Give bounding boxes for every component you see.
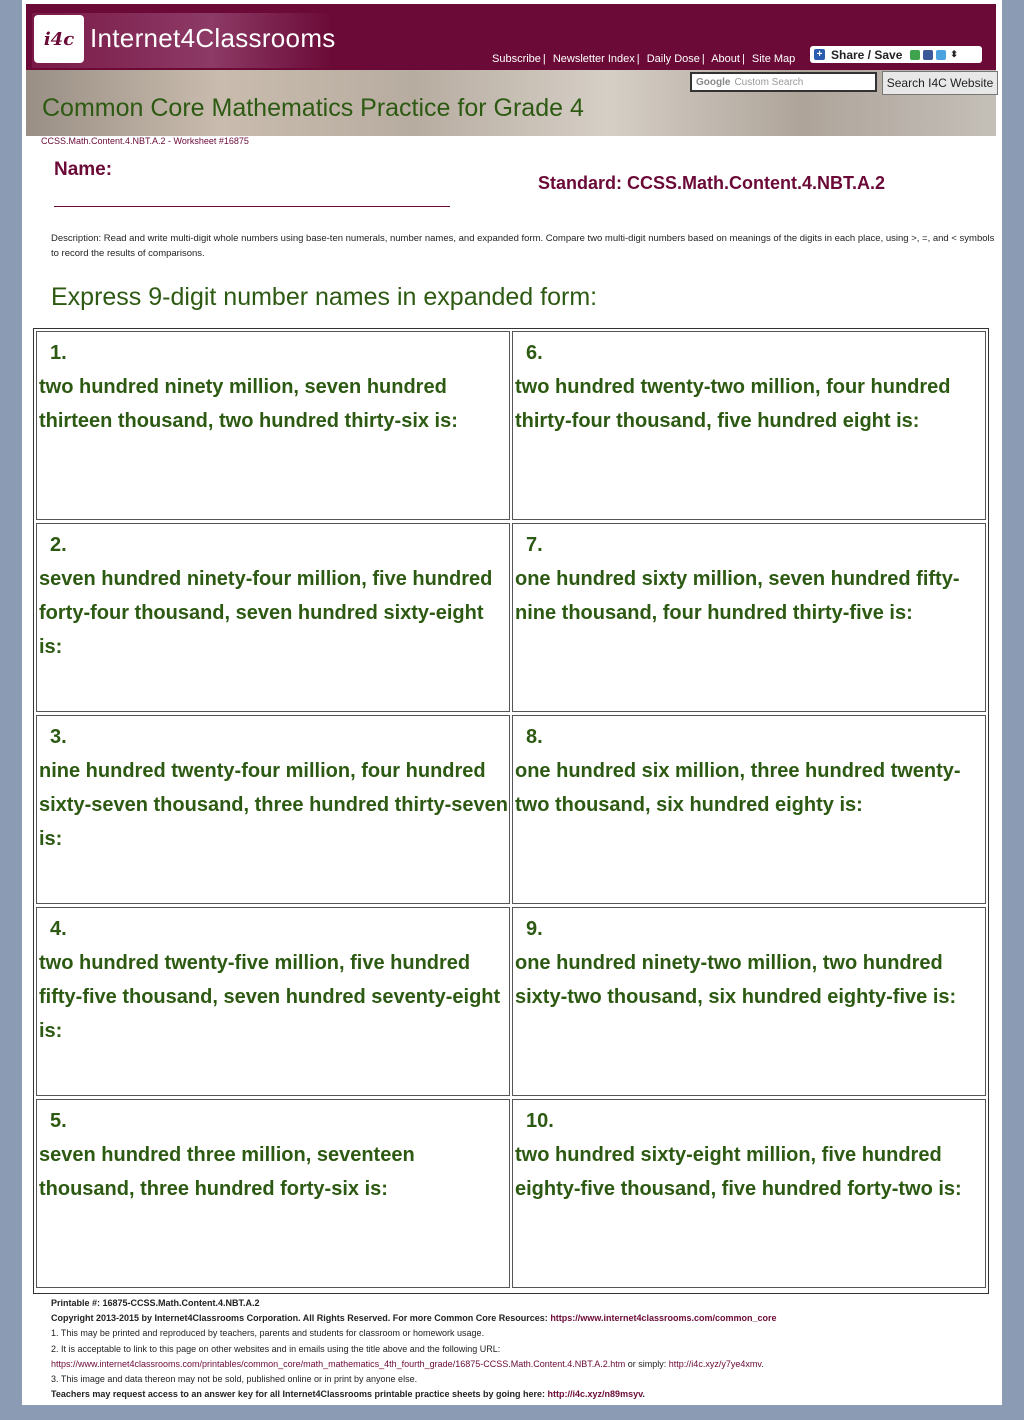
or-simply: or simply:	[625, 1358, 669, 1369]
question-number: 3.	[50, 726, 67, 748]
question-cell	[36, 1099, 510, 1288]
top-nav: Subscribe | Newsletter Index | Daily Dose | About | Site Map	[492, 53, 796, 65]
question-cell	[36, 907, 510, 1096]
copyright-text: Copyright 2013-2015 by Internet4Classrooms Corporation. All Rights Reserved. For more Common Core Resources:	[51, 1313, 548, 1324]
question-number: 4.	[50, 918, 67, 940]
question-number: 1.	[50, 342, 67, 364]
share-save-button[interactable]	[810, 46, 982, 63]
question-number: 7.	[526, 534, 543, 556]
nav-about[interactable]: About	[711, 53, 740, 65]
printable-number: Printable #: 16875-CCSS.Math.Content.4.NBT.A.2	[51, 1298, 260, 1308]
nav-daily-dose[interactable]: Daily Dose	[646, 53, 700, 65]
twitter-icon	[936, 50, 946, 60]
share-email-icon	[910, 50, 920, 60]
note-3: 3. This image and data thereon may not be sold, published online or in print by anyone else.	[51, 1374, 418, 1385]
plus-icon: +	[814, 49, 825, 60]
instructions: Express 9-digit number names in expanded form:	[51, 283, 598, 311]
name-label: Name:	[54, 159, 113, 180]
question-text: two hundred ninety million, seven hundred thirteen thousand, two hundred thirty-six is:	[39, 376, 458, 432]
banner	[26, 70, 996, 136]
question-number: 10.	[526, 1110, 554, 1132]
answer-key-link[interactable]: http://i4c.xyz/n89msyv	[547, 1389, 643, 1400]
question-number: 9.	[526, 918, 543, 940]
question-cell	[512, 715, 986, 904]
description: Description: Read and write multi-digit whole numbers using base-ten numerals, number names, and expanded form. Compare two multi-digit numbers based on meanings of the digits in each place, using >, =, and < symbols to record the results of comparisons.	[51, 233, 995, 259]
question-number: 2.	[50, 534, 67, 556]
question-cell	[36, 331, 510, 520]
footer	[51, 1296, 995, 1402]
question-text: seven hundred three million, seventeen thousand, three hundred forty-six is:	[39, 1144, 415, 1200]
dropdown-arrow-icon: ⬍	[950, 49, 958, 59]
question-cell	[512, 523, 986, 712]
worksheet-reference: CCSS.Math.Content.4.NBT.A.2 - Worksheet #16875	[41, 136, 249, 146]
note-2: 2. It is acceptable to link to this page on other websites and in emails using the title above and the following URL:	[51, 1343, 501, 1354]
answer-key-text: Teachers may request access to an answer key for all Internet4Classrooms printable practice sheets by going here:	[51, 1389, 546, 1400]
question-text: nine hundred twenty-four million, four hundred sixty-seven thousand, three hundred thirty-seven is:	[39, 760, 508, 850]
name-line	[54, 206, 450, 207]
common-core-link[interactable]: https://www.internet4classrooms.com/common_core	[550, 1313, 777, 1324]
search-button[interactable]: Search I4C Website	[882, 71, 998, 95]
worksheet-page	[22, 0, 1002, 1405]
question-cell	[512, 907, 986, 1096]
standard-label: Standard: CCSS.Math.Content.4.NBT.A.2	[538, 173, 886, 193]
search-placeholder: Custom Search	[734, 76, 804, 88]
search-input[interactable]	[690, 72, 877, 92]
facebook-icon	[923, 50, 933, 60]
nav-site-map[interactable]: Site Map	[751, 53, 796, 65]
site-logo[interactable]	[32, 13, 336, 68]
question-number: 8.	[526, 726, 543, 748]
copyright-line	[51, 1311, 995, 1326]
page-title: Common Core Mathematics Practice for Grade 4	[42, 94, 584, 122]
worksheet-url-link[interactable]: https://www.internet4classrooms.com/printables/common_core/math_mathematics_4th_fourth_grade/16875-CCSS.Math.Content.4.NBT.A.2.htm	[51, 1358, 626, 1369]
site-header	[26, 4, 996, 70]
question-number: 6.	[526, 342, 543, 364]
question-cell	[512, 1099, 986, 1288]
question-text: seven hundred ninety-four million, five hundred forty-four thousand, seven hundred sixty-eight is:	[39, 568, 493, 658]
question-text: two hundred sixty-eight million, five hundred eighty-five thousand, five hundred forty-two is:	[515, 1144, 962, 1200]
question-text: two hundred twenty-two million, four hundred thirty-four thousand, five hundred eight is:	[515, 376, 951, 432]
nav-subscribe[interactable]: Subscribe	[492, 53, 541, 65]
question-text: one hundred sixty million, seven hundred fifty-nine thousand, four hundred thirty-five is:	[515, 568, 960, 624]
logo-text: Internet4Classrooms	[90, 23, 336, 53]
note-2-urls: https://www.internet4classrooms.com/printables/common_core/math_mathematics_4th_fourth_grade/16875-CCSS.Math.Content.4.NBT.A.2.htm or simply: http://i4c.xyz/y7ye4xmv.	[51, 1358, 764, 1369]
question-text: two hundred twenty-five million, five hundred fifty-five thousand, seven hundred seventy-eight is:	[39, 952, 501, 1042]
question-text: one hundred six million, three hundred twenty-two thousand, six hundred eighty is:	[515, 760, 961, 816]
logo-badge: i4c	[34, 15, 84, 63]
share-label: Share / Save	[831, 47, 903, 62]
short-url-link[interactable]: http://i4c.xyz/y7ye4xmv	[668, 1358, 762, 1369]
nav-newsletter-index[interactable]: Newsletter Index	[552, 53, 635, 65]
question-cell	[36, 715, 510, 904]
google-label: Google	[696, 76, 731, 88]
question-text: one hundred ninety-two million, two hundred sixty-two thousand, six hundred eighty-five is:	[515, 952, 957, 1008]
question-cell	[36, 523, 510, 712]
question-number: 5.	[50, 1110, 67, 1132]
question-cell	[512, 331, 986, 520]
note-1: 1. This may be printed and reproduced by teachers, parents and students for classroom or homework usage.	[51, 1328, 485, 1339]
answer-key-line: Teachers may request access to an answer key for all Internet4Classrooms printable practice sheets by going here: http://i4c.xyz/n89msyv.	[51, 1389, 645, 1400]
questions-table	[33, 328, 989, 1294]
